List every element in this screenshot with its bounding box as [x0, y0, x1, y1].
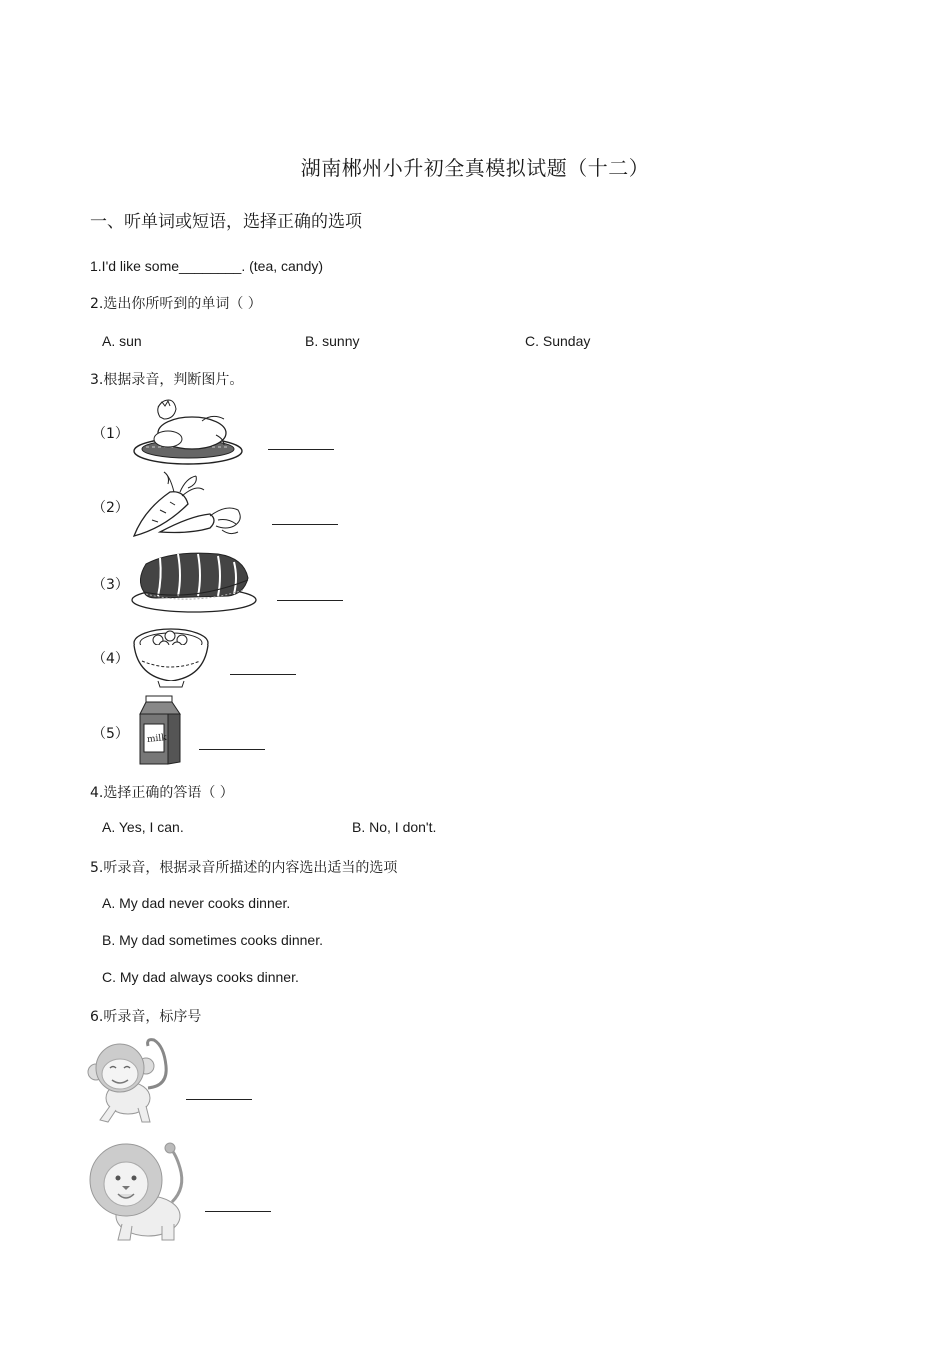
dumpling-bowl-icon [132, 623, 210, 689]
q3-item-2-answer-blank[interactable] [272, 523, 338, 525]
q6-item-1-answer-blank[interactable] [186, 1098, 252, 1100]
q2-option-b[interactable]: B. sunny [305, 333, 360, 349]
question-3: 3.根据录音，判断图片。 [90, 372, 244, 388]
q3-item-4-label: （4） [92, 651, 129, 667]
q3-item-4-answer-blank[interactable] [230, 673, 296, 675]
q3-item-2-label: （2） [92, 500, 129, 516]
carrot-icon [130, 470, 246, 544]
q2-option-a[interactable]: A. sun [102, 333, 142, 349]
lion-icon [90, 1138, 194, 1244]
question-4: 4.选择正确的答语（ ） [90, 785, 234, 801]
q3-item-3-label: （3） [92, 577, 129, 593]
q5-option-b[interactable]: B. My dad sometimes cooks dinner. [102, 932, 323, 948]
milk-carton-icon [136, 694, 184, 766]
q4-option-b[interactable]: B. No, I don't. [352, 819, 437, 835]
bread-icon [132, 550, 258, 614]
milk-carton-label: milk [146, 732, 168, 746]
question-1: 1.I'd like some________. (tea, candy) [90, 258, 324, 274]
page-title: 湖南郴州小升初全真模拟试题（十二） [300, 156, 650, 180]
section-heading: 一、听单词或短语，选择正确的选项 [90, 212, 362, 232]
q3-item-3-answer-blank[interactable] [277, 599, 343, 601]
q3-item-5-label: （5） [92, 726, 129, 742]
question-2: 2.选出你所听到的单词（ ） [90, 296, 262, 312]
question-6: 6.听录音，标序号 [90, 1009, 202, 1025]
monkey-icon [88, 1036, 172, 1126]
q6-item-2-answer-blank[interactable] [205, 1210, 271, 1212]
q3-item-5-answer-blank[interactable] [199, 748, 265, 750]
q3-item-1-label: （1） [92, 426, 129, 442]
question-5: 5.听录音，根据录音所描述的内容选出适当的选项 [90, 860, 398, 876]
q3-item-1-answer-blank[interactable] [268, 448, 334, 450]
q5-option-c[interactable]: C. My dad always cooks dinner. [102, 969, 299, 985]
q2-option-c[interactable]: C. Sunday [525, 333, 591, 349]
q5-option-a[interactable]: A. My dad never cooks dinner. [102, 895, 291, 911]
roast-chicken-icon [132, 395, 244, 467]
q4-option-a[interactable]: A. Yes, I can. [102, 819, 184, 835]
